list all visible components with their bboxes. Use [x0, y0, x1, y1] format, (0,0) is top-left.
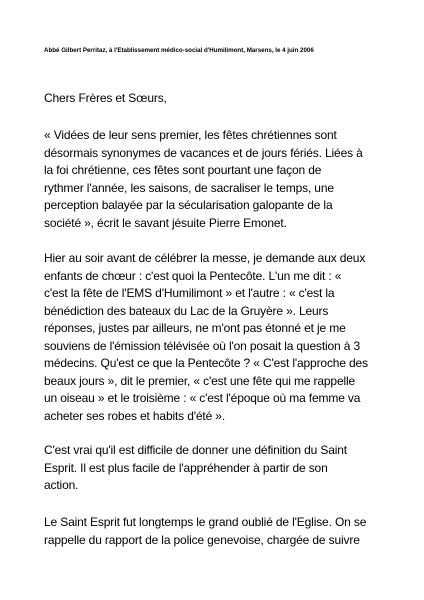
paragraph-line: la foi chrétienne, ces fêtes sont pourtant une façon de	[44, 163, 322, 177]
paragraph-line: C'est vrai qu'il est difficile de donner une définition du Saint	[44, 443, 347, 457]
paragraph-line: enfants de chœur : c'est quoi la Pentecôte. L'un me dit : «	[44, 268, 342, 283]
paragraph-line: réponses, justes par ailleurs, ne m'ont pas étonné et je me	[44, 321, 346, 335]
paragraph-line: rythmer l'année, les saisons, de sacraliser le temps, une	[44, 180, 334, 195]
document-header: Abbé Gilbert Perritaz, à l'Etablissement médico-social d'Humilimont, Marsens, le 4 juin 2006	[44, 47, 314, 54]
paragraph-line: médecins. Qu'est ce que la Pentecôte ? « C'est l'approche des	[44, 356, 368, 370]
paragraph-line: beaux jours », dit le premier, « c'est une fête qui me rappelle	[44, 373, 356, 388]
greeting: Chers Frères et Sœurs,	[44, 91, 167, 105]
paragraph-line: souviens de l'émission télévisée où l'on posait la question à 3	[44, 338, 360, 353]
paragraph-line: désormais synonymes de vacances et de jours fériés. Liées à	[44, 145, 363, 160]
paragraph-line: « Vidées de leur sens premier, les fêtes chrétiennes sont	[44, 128, 337, 142]
paragraph-4	[44, 514, 394, 549]
paragraph-line: perception balayée par la sécularisation galopante de la	[44, 198, 333, 212]
paragraph-line: acheter ses robes et habits d'été ».	[44, 408, 226, 423]
paragraph-line: Le Saint Esprit fut longtemps le grand oublié de l'Eglise. On se	[44, 515, 367, 529]
paragraph-line: rappelle du rapport de la police genevoise, chargée de suivre	[44, 532, 360, 547]
paragraph-line: société », écrit le savant jésuite Pierre Emonet.	[44, 215, 287, 230]
paragraph-line: Hier au soir avant de célébrer la messe, je demande aux deux	[44, 251, 366, 265]
paragraph-line: Esprit. Il est plus facile de l'appréhender à partir de son	[44, 460, 328, 475]
paragraph-line: un oiseau » et le troisième : « c'est l'époque où ma femme va	[44, 391, 361, 405]
paragraph-line: action.	[44, 478, 79, 492]
paragraph-1	[44, 127, 394, 232]
paragraph-3	[44, 442, 394, 495]
paragraph-line: bénédiction des bateaux du Lac de la Gruyère ». Leurs	[44, 303, 329, 318]
paragraph-2	[44, 250, 394, 425]
paragraph-line: c'est la fête de l'EMS d'Humilimont » et l'autre : « c'est la	[44, 286, 335, 300]
